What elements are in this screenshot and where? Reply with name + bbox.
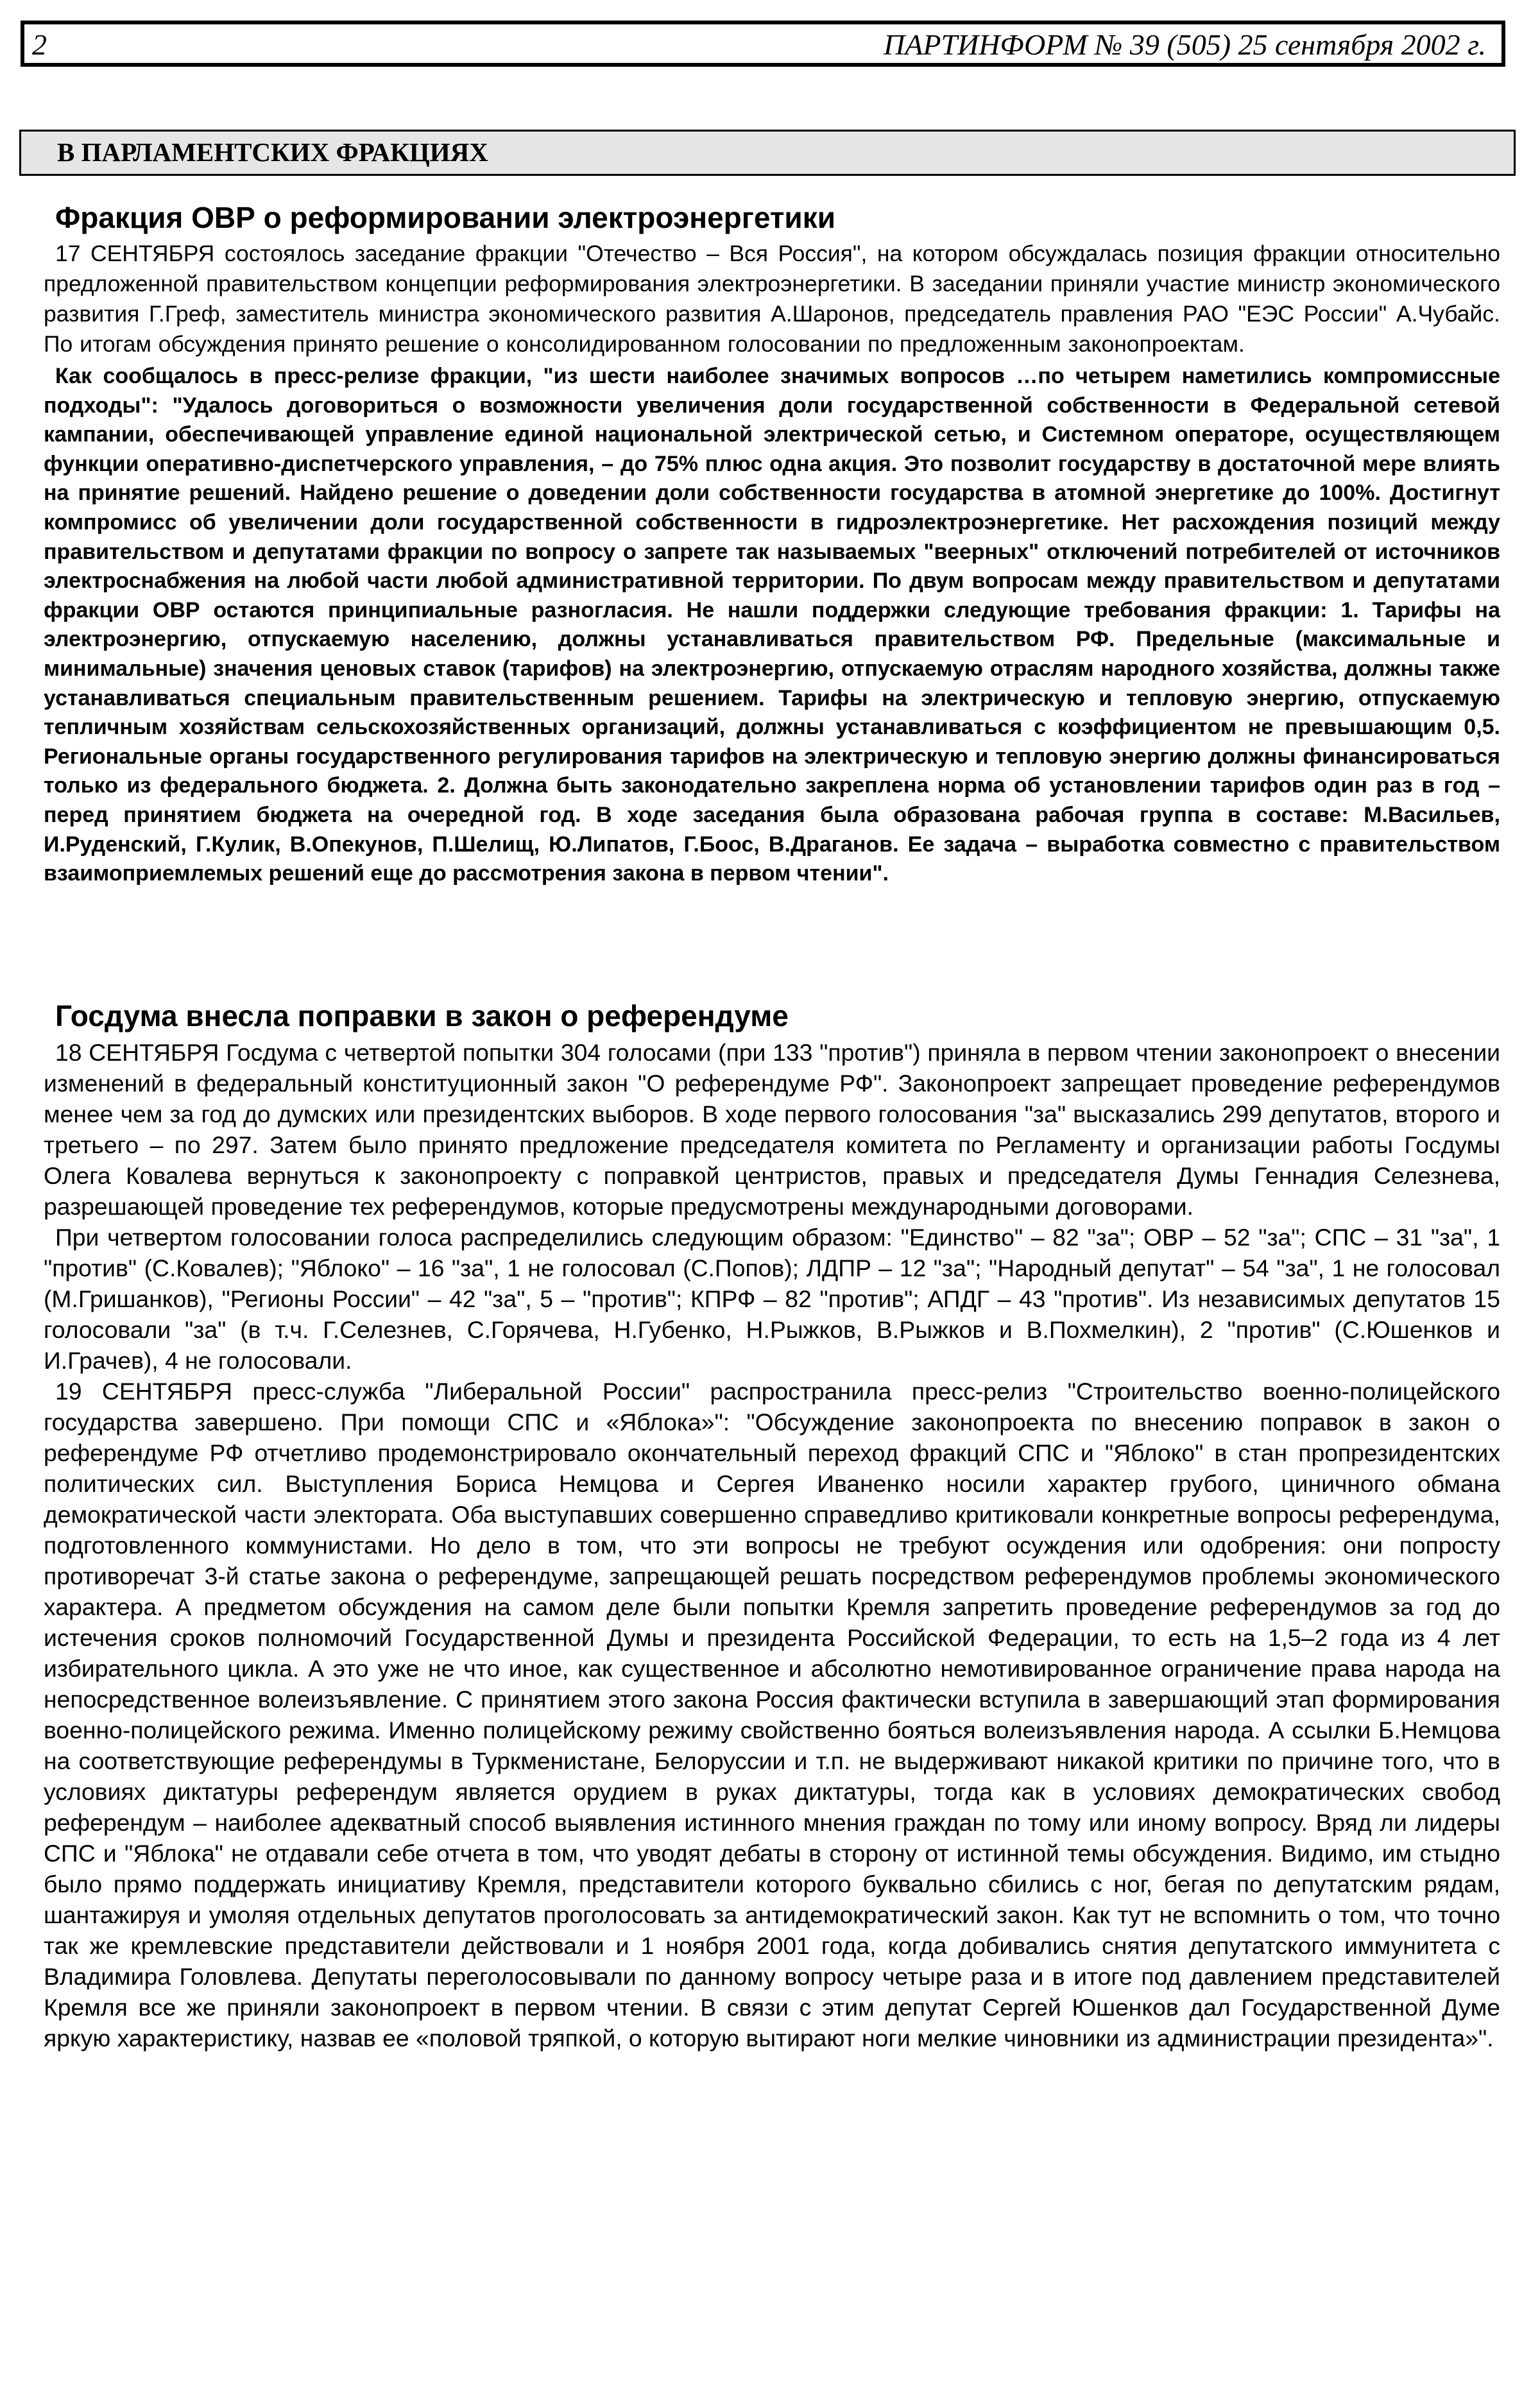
section-banner: В ПАРЛАМЕНТСКИХ ФРАКЦИЯХ [19,130,1516,176]
article-quote-paragraph: Как сообщалось в пресс-релизе фракции, "из шести наиболее значимых вопросов …по четырем наметились компромиссные подходы": "Удалось договориться о возможности увеличения доли государственной собственности в Федеральной сетевой кампании, обеспечивающей управление единой национальной электрической сетью, и Системном операторе, осуществляющем функции оперативно-диспетчерского управления, – до 75% плюс одна акция. Это позволит государству в достаточной мере влиять на принятие решений. Найдено решение о доведении доли собственности государства в атомной энергетике до 100%. Достигнут компромисс об увеличении доли государственной собственности в гидроэлектроэнергетике. Нет расхождения позиций между правительством и депутатами фракции по вопросу о запрете так называемых "веерных" отключений потребителей от источников электроснабжения на любой части любой административной территории. По двум вопросам между правительством и депутатами фракции ОВР остаются принципиальные разногласия. Не нашли поддержки следующие требования фракции: 1. Тарифы на электроэнергию, отпускаемую населению, должны устанавливаться правительством РФ. Предельные (максимальные и минимальные) значения ценовых ставок (тарифов) на электроэнергию, отпускаемую отраслям народного хозяйства, должны также устанавливаться специальным правительственным решением. Тарифы на электрическую и тепловую энергию, отпускаемую тепличным хозяйствам сельскохозяйственных организаций, должны устанавливаться с коэффициентом не превышающим 0,5. Региональные органы государственного регулирования тарифов на электрическую и тепловую энергию должны финансироваться только из федерального бюджета. 2. Должна быть законодательно закреплена норма об установлении тарифов один раз в год – перед принятием бюджета на очередной год. В ходе заседания была образована рабочая группа в составе: М.Васильев, И.Руденский, Г.Кулик, В.Опекунов, П.Шелищ, Ю.Липатов, Г.Боос, В.Драганов. Ее задача – выработка совместно с правительством взаимоприемлемых решений еще до рассмотрения закона в первом чтении". [44,364,1500,886]
article-paragraph: При четвертом голосовании голоса распределились следующим образом: "Единство" – 82 "за"; ОВР – 52 "за"; СПС – 31 "за", 1 "против" (С.Ковалев); "Яблоко" – 16 "за", 1 не голосовал (С.Попов); ЛДПР – 12 "за"; "Народный депутат" – 54 "за", 1 не голосовал (М.Гришанков), "Регионы России" – 42 "за", 5 – "против"; КПРФ – 82 "против"; АПДГ – 43 "против". Из независимых депутатов 15 голосовали "за" (в т.ч. Г.Селезнев, С.Горячева, Н.Губенко, Н.Рыжков, В.Рыжков и В.Похмелкин), 2 "против" (С.Юшенков и И.Грачев), 4 не голосовали. [44,1224,1500,1374]
article-paragraph: 19 СЕНТЯБРЯ пресс-служба "Либеральной России" распространила пресс-релиз "Строительство военно-полицейского государства завершено. При помощи СПС и «Яблока»": "Обсуждение законопроекта по внесению поправок в закон о референдуме РФ отчетливо продемонстрировало окончательный переход фракций СПС и "Яблоко" в стан пропрезидентских политических сил. Выступления Бориса Немцова и Сергея Иваненко носили характер грубого, циничного обмана демократической части электората. Оба выступавших совершенно справедливо критиковали конкретные вопросы референдума, подготовленного коммунистами. Но дело в том, что эти вопросы не требуют осуждения или одобрения: они попросту противоречат 3-й статье закона о референдуме, запрещающей решать посредством референдумов проблемы экономического характера. А предметом обсуждения на самом деле были попытки Кремля запретить проведение референдумов за год до истечения сроков полномочий Государственной Думы и президента Российской Федерации, то есть на 1,5–2 года из 4 лет избирательного цикла. А это уже не что иное, как существенное и абсолютно немотивированное ограничение права народа на непосредственное волеизъявление. С принятием этого закона Россия фактически вступила в завершающий этап формирования военно-полицейского режима. Именно полицейскому режиму свойственно бояться волеизъявления народа. А ссылки Б.Немцова на соответствующие референдумы в Туркменистане, Белоруссии и т.п. не выдерживают никакой критики по причине того, что в условиях диктатуры референдум является орудием в руках диктатуры, тогда как в условиях демократических свобод референдум – наиболее адекватный способ выявления истинного мнения граждан по тому или иному вопросу. Вряд ли лидеры СПС и "Яблока" не отдавали себе отчета в том, что уводят дебаты в сторону от истинной темы обсуждения. Видимо, им стыдно было прямо поддержать инициативу Кремля, представители которого буквально сбились с ног, бегая по депутатским рядам, шантажируя и умоляя отдельных депутатов проголосовать за антидемократический закон. Как тут не вспомнить о том, что точно так же кремлевские представители действовали и 1 ноября 2001 года, когда добивались снятия депутатского иммунитета с Владимира Головлева. Депутаты переголосовывали по данному вопросу четыре раза и в итоге под давлением представителей Кремля все же приняли законопроект в первом чтении. В связи с этим депутат Сергей Юшенков дал Государственной Думе яркую характеристику, назвав ее «половой тряпкой, о которую вытирают ноги мелкие чиновники из администрации президента»". [44,1378,1500,2052]
article-paragraph: 18 СЕНТЯБРЯ Госдума с четвертой попытки 304 голосами (при 133 "против") приняла в первом чтении законопроект о внесении изменений в федеральный конституционный закон "О референдуме РФ". Законопроект запрещает проведение референдумов менее чем за год до думских или президентских выборов. В ходе первого голосования "за" высказались 299 депутатов, второго и третьего – по 297. Затем было принято предложение председателя комитета по Регламенту и организации работы Госдумы Олега Ковалева вернуться к законопроекту с поправкой центристов, правых и председателя Думы Геннадия Селезнева, разрешающей проведение тех референдумов, которые предусмотрены международными договорами. [44,1039,1500,1220]
issue-line: ПАРТИНФОРМ № 39 (505) 25 сентября 2002 г. [884,28,1486,61]
article-title: Госдума внесла поправки в закон о референдуме [55,999,789,1032]
article-title: Фракция ОВР о реформировании электроэнергетики [55,201,835,234]
page-number: 2 [32,28,47,61]
page-header [21,21,1505,67]
article-ovr-electricity [44,200,1500,889]
article-paragraph: 17 СЕНТЯБРЯ состоялось заседание фракции "Отечество – Вся Россия", на котором обсуждалась позиция фракции относительно предложенной правительством концепции реформирования электроэнергетики. В заседании приняли участие министр экономического развития Г.Греф, заместитель министра экономического развития А.Шаронов, председатель правления РАО "ЕЭС России" А.Чубайс. По итогам обсуждения принято решение о консолидированном голосовании по предложенным законопроектам. [44,241,1500,357]
article-referendum-law [44,998,1500,2053]
